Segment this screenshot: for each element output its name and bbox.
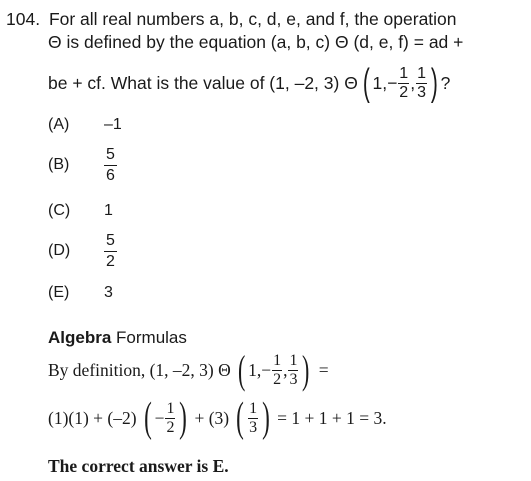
fraction-one-half: $\frac{1}{2}$: [273, 351, 282, 388]
question-line-3: [48, 62, 450, 104]
fraction-one-third: $\frac{1}{3}$: [249, 399, 258, 436]
question-text-1: For all real numbers a, b, c, d, e, and f, the operation: [48, 9, 457, 29]
fraction-one-third: $\frac{1}{3}$: [417, 64, 426, 101]
choice-b-label: (B): [48, 156, 70, 173]
solution-text-2b: + (3): [194, 408, 230, 428]
solution-line-1: [48, 349, 329, 391]
open-paren-icon: (: [236, 395, 244, 441]
question-tuple-comma: ,: [410, 73, 416, 93]
solution-topic: Formulas: [116, 328, 187, 347]
choice-a-label: (A): [48, 116, 70, 133]
question-suffix: ?: [440, 73, 451, 93]
close-paren-icon: ): [302, 347, 310, 392]
question-text-2: Θ is defined by the equation (a, b, c) Θ (d, e, f) = ad +: [48, 32, 464, 52]
fraction-one-third: $\frac{1}{3}$: [289, 351, 298, 388]
solution-equals: =: [318, 360, 329, 380]
open-paren-icon: (: [237, 347, 246, 392]
choice-a-value: –1: [104, 116, 122, 133]
open-paren-icon: (: [143, 395, 152, 441]
correct-answer: The correct answer is E.: [48, 456, 229, 476]
choice-c-label: (C): [48, 202, 71, 219]
fraction-one-half: $\frac{1}{2}$: [399, 64, 409, 101]
solution-category: Algebra: [48, 328, 112, 347]
question-number: 104.: [6, 9, 41, 29]
choice-c-value: 1: [104, 202, 113, 219]
solution-text-2c: = 1 + 1 + 1 = 3.: [277, 408, 387, 428]
close-paren-icon: ): [179, 395, 188, 441]
solution-heading: [48, 328, 187, 348]
solution-text-2a: (1)(1) + (–2): [48, 408, 137, 428]
question-line-1: [6, 8, 457, 30]
question-tuple-start: 1,−: [372, 73, 398, 93]
question-text-3: be + cf. What is the value of (1, –2, 3) Θ: [48, 73, 358, 93]
fraction-one-half: $\frac{1}{2}$: [166, 399, 175, 436]
choice-d-fraction: $\frac{5}{2}$: [106, 232, 115, 270]
solution-tuple-comma: ,: [283, 360, 288, 380]
close-paren-icon: ): [430, 62, 438, 104]
question-line-2: [48, 31, 463, 53]
open-paren-icon: (: [362, 62, 370, 104]
solution-line-2: [48, 394, 387, 442]
choice-b-fraction: $\frac{5}{6}$: [106, 146, 115, 184]
solution-minus: −: [154, 408, 165, 428]
close-paren-icon: ): [262, 395, 270, 441]
choice-e-value: 3: [104, 284, 113, 301]
solution-tuple-start: 1,−: [248, 360, 272, 380]
solution-text-1: By definition, (1, –2, 3) Θ: [48, 360, 231, 380]
choice-d-label: (D): [48, 242, 71, 259]
choice-e-label: (E): [48, 284, 70, 301]
